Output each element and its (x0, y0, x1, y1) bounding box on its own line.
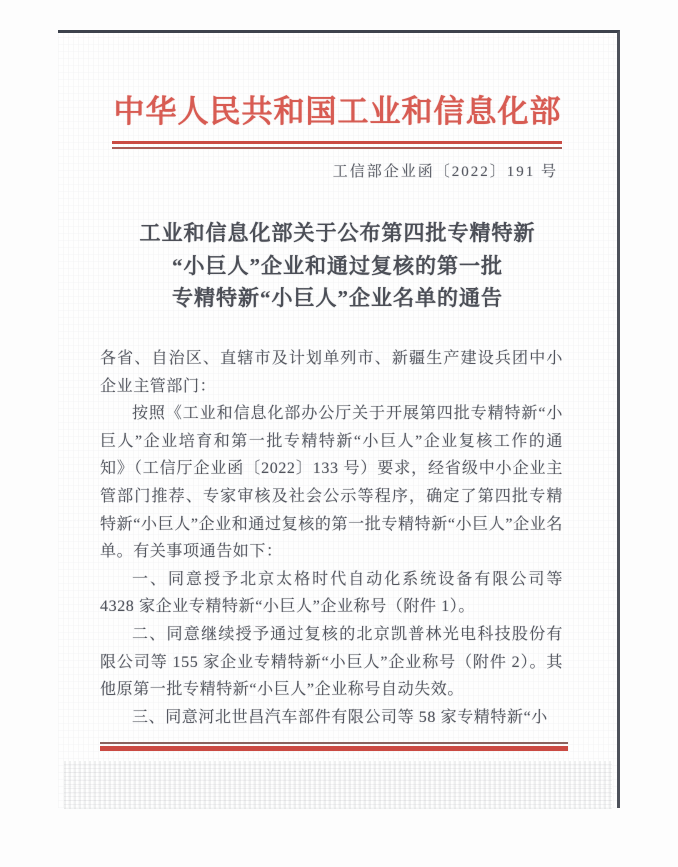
issuing-agency-title: 中华人民共和国工业和信息化部 (113, 94, 562, 129)
document-title (58, 217, 617, 315)
document-title-line-2: “小巨人”企业和通过复核的第一批 (172, 253, 503, 278)
salutation-line: 各省、自治区、直辖市及计划单列市、新疆生产建设兵团中小企业主管部门： (100, 350, 563, 395)
header-red-divider (112, 141, 562, 149)
document-reference-number: 工信部企业函〔2022〕191 号 (332, 164, 558, 180)
body-paragraph-item-1: 一、同意授予北京太格时代自动化系统设备有限公司等 4328 家企业专精特新“小巨人”企业称号（附件 1）。 (100, 570, 563, 616)
body-paragraph-item-2: 二、同意继续授予通过复核的北京凯普林光电科技股份有限公司等 155 家企业专精特新“小巨人”企业称号（附件 2）。其他原第一批专精特新“小巨人”企业称号自动失效。 (100, 625, 563, 699)
body-paragraph-item-3-truncated: 三、同意河北世昌汽车部件有限公司等 58 家专精特新“小 (132, 708, 548, 726)
document-title-line-3: 专精特新“小巨人”企业名单的通告 (172, 286, 503, 310)
document-page (58, 30, 620, 808)
document-title-line-1: 工业和信息化部关于公布第四批专精特新 (139, 221, 536, 245)
body-paragraph-basis: 按照《工业和信息化部办公厅关于开展第四批专精特新“小巨人”企业培育和第一批专精特新“小巨人”企业复核工作的通知》（工信厅企业函〔2022〕133 号）要求，经省级中小企业主管部门推荐、专家审核及社会公示等程序，确定了第四批专精特新“小巨人”企业和通过复核的第一批专精特新“小巨人”企业名单。有关事项通告如下： (100, 405, 563, 561)
scan-noise-band (64, 761, 612, 809)
footer-red-divider (100, 742, 568, 751)
document-body (100, 345, 563, 731)
